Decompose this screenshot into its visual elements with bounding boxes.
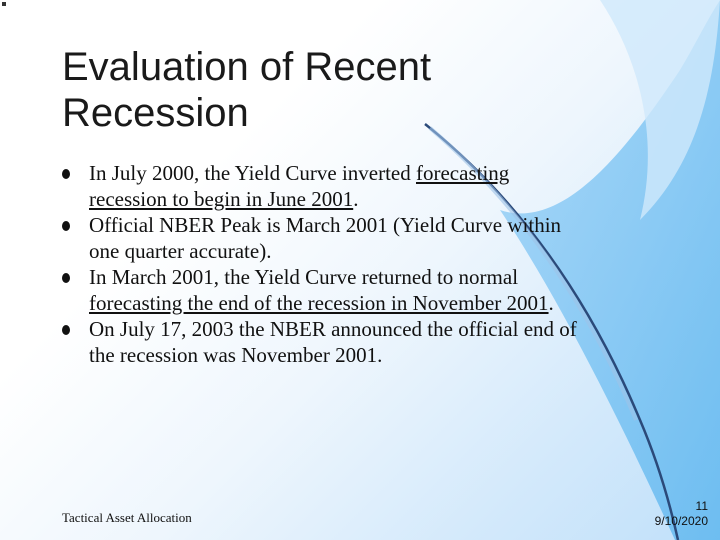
- bullet-item: [62, 316, 672, 368]
- bullet-text: Official NBER Peak is March 2001 (Yield Curve within: [89, 213, 562, 237]
- footer-meta: [655, 499, 708, 529]
- page-number: 11: [695, 499, 708, 513]
- title-line-2: Recession: [62, 91, 249, 135]
- bullet-item: [62, 212, 672, 264]
- footer-title: Tactical Asset Allocation: [62, 510, 192, 525]
- bullet-text: the recession was November 2001.: [89, 343, 383, 367]
- bullet-line: [89, 342, 672, 368]
- bullet-icon: [62, 221, 70, 231]
- bullet-line: [89, 264, 672, 290]
- bullet-line: [89, 316, 672, 342]
- bullet-text: .: [353, 187, 359, 211]
- bullet-line: [89, 212, 672, 238]
- bullet-icon: [62, 325, 70, 335]
- slide-date: 9/10/2020: [654, 514, 708, 528]
- bullet-line: [89, 238, 672, 264]
- bullet-list: [62, 160, 672, 368]
- bullet-text: In March 2001, the Yield Curve returned to normal: [89, 265, 519, 289]
- corner-mark: [2, 2, 6, 6]
- slide-title: [62, 44, 582, 136]
- bullet-item: [62, 264, 672, 316]
- bullet-text: On July 17, 2003 the NBER announced the official end of: [89, 317, 577, 341]
- title-line-1: Evaluation of Recent: [62, 45, 432, 89]
- bullet-link-text: forecasting: [416, 161, 510, 185]
- bullet-line: [89, 186, 672, 212]
- bullet-link-text: forecasting the end of the recession in November 2001: [89, 291, 549, 315]
- bullet-icon: [62, 169, 70, 179]
- bullet-text: In July 2000, the Yield Curve inverted: [89, 161, 416, 185]
- bullet-line: [89, 290, 672, 316]
- bullet-text: one quarter accurate).: [89, 239, 272, 263]
- bullet-line: [89, 160, 672, 186]
- bullet-text: .: [548, 291, 554, 315]
- bullet-icon: [62, 273, 70, 283]
- bullet-item: [62, 160, 672, 212]
- bullet-link-text: recession to begin in June 2001: [89, 187, 354, 211]
